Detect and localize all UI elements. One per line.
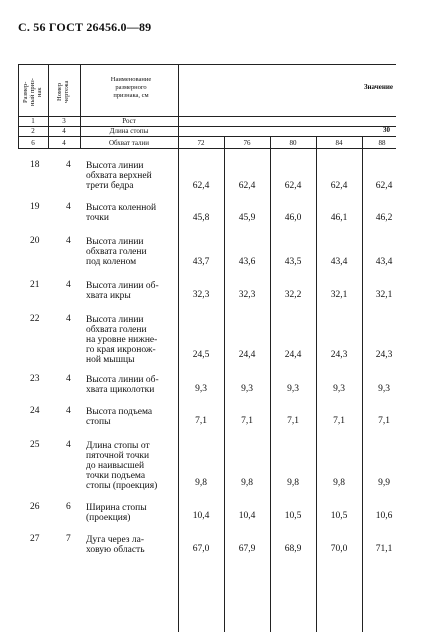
drawing-number: 4 bbox=[66, 314, 71, 324]
row-name: Длина стопы от пяточной точки до наивысшей точки подъема стопы (проекция) bbox=[86, 441, 158, 491]
row-name: Дуга через ла- ховую область bbox=[86, 535, 145, 555]
row-value: 7,1 bbox=[287, 416, 299, 426]
subheader-name: Рост bbox=[122, 117, 136, 125]
row-value: 24,4 bbox=[284, 350, 302, 360]
row-number: 22 bbox=[30, 314, 40, 324]
row-value: 32,1 bbox=[330, 290, 348, 300]
row-value: 7,1 bbox=[333, 416, 345, 426]
row-value: 62,4 bbox=[375, 181, 393, 191]
subheader-drawing: 4 bbox=[62, 139, 66, 147]
row-value: 9,8 bbox=[287, 478, 299, 488]
row-value: 43,4 bbox=[375, 257, 393, 267]
row-number: 26 bbox=[30, 502, 40, 512]
header-drawing-column: Номер чертежа bbox=[56, 80, 70, 104]
row-value: 67,0 bbox=[192, 544, 210, 554]
row-number: 18 bbox=[30, 160, 40, 170]
row-number: 20 bbox=[30, 236, 40, 246]
row-value: 43,6 bbox=[238, 257, 256, 267]
row-number: 27 bbox=[30, 534, 40, 544]
row-number: 21 bbox=[30, 280, 40, 290]
row-name: Высота коленной точки bbox=[86, 203, 157, 223]
waist-value: 80 bbox=[289, 139, 297, 147]
row-value: 9,3 bbox=[333, 384, 345, 394]
row-name: Высота линии об- хвата икры bbox=[86, 281, 159, 301]
row-value: 24,3 bbox=[375, 350, 393, 360]
row-value: 46,1 bbox=[330, 213, 348, 223]
row-value: 9,9 bbox=[378, 478, 390, 488]
drawing-number: 7 bbox=[66, 534, 71, 544]
row-value: 9,3 bbox=[287, 384, 299, 394]
row-value: 43,4 bbox=[330, 257, 348, 267]
row-name: Высота линии обхвата голени на уровне нижне- го края икронож- ной мышцы bbox=[86, 315, 158, 365]
row-value: 68,9 bbox=[284, 544, 302, 554]
foot-length-value: 30 bbox=[383, 126, 390, 134]
subheader-num: 1 bbox=[31, 117, 35, 125]
row-value: 24,5 bbox=[192, 350, 210, 360]
waist-value: 84 bbox=[335, 139, 343, 147]
row-name: Ширина стопы (проекция) bbox=[86, 503, 147, 523]
row-value: 32,3 bbox=[238, 290, 256, 300]
row-value: 32,2 bbox=[284, 290, 302, 300]
row-name: Высота линии обхвата голени под коленом bbox=[86, 237, 147, 267]
row-value: 46,2 bbox=[375, 213, 393, 223]
row-value: 70,0 bbox=[330, 544, 348, 554]
waist-value: 76 bbox=[243, 139, 251, 147]
row-value: 62,4 bbox=[192, 181, 210, 191]
drawing-number: 4 bbox=[66, 374, 71, 384]
row-value: 10,4 bbox=[238, 511, 256, 521]
row-value: 43,5 bbox=[284, 257, 302, 267]
row-value: 10,6 bbox=[375, 511, 393, 521]
row-name: Высота подъема стопы bbox=[86, 407, 153, 427]
subheader-num: 6 bbox=[31, 139, 35, 147]
row-value: 10,5 bbox=[330, 511, 348, 521]
subheader-name: Длина стопы bbox=[109, 127, 149, 135]
header-size-column: Размер- ный приз- нак bbox=[22, 78, 43, 106]
row-value: 32,3 bbox=[192, 290, 210, 300]
drawing-number: 4 bbox=[66, 406, 71, 416]
subheader-name: Обхват талии bbox=[108, 139, 150, 147]
row-value: 7,1 bbox=[195, 416, 207, 426]
row-value: 9,3 bbox=[195, 384, 207, 394]
row-value: 62,4 bbox=[238, 181, 256, 191]
drawing-number: 4 bbox=[66, 202, 71, 212]
row-value: 9,8 bbox=[241, 478, 253, 488]
row-value: 46,0 bbox=[284, 213, 302, 223]
drawing-number: 4 bbox=[66, 440, 71, 450]
row-value: 10,4 bbox=[192, 511, 210, 521]
row-number: 19 bbox=[30, 202, 40, 212]
row-name: Высота линии об- хвата щиколотки bbox=[86, 375, 159, 395]
page-header: С. 56 ГОСТ 26456.0—89 bbox=[18, 20, 152, 34]
row-value: 45,9 bbox=[238, 213, 256, 223]
row-value: 9,3 bbox=[241, 384, 253, 394]
row-value: 9,8 bbox=[195, 478, 207, 488]
row-number: 24 bbox=[30, 406, 40, 416]
drawing-number: 4 bbox=[66, 280, 71, 290]
row-value: 62,4 bbox=[330, 181, 348, 191]
row-value: 43,7 bbox=[192, 257, 210, 267]
row-name: Высота линии обхвата верхней трети бедра bbox=[86, 161, 152, 191]
row-value: 9,8 bbox=[333, 478, 345, 488]
drawing-number: 4 bbox=[66, 160, 71, 170]
row-value: 7,1 bbox=[378, 416, 390, 426]
drawing-number: 4 bbox=[66, 236, 71, 246]
row-value: 32,1 bbox=[375, 290, 393, 300]
subheader-drawing: 4 bbox=[62, 127, 66, 135]
row-value: 67,9 bbox=[238, 544, 256, 554]
row-value: 62,4 bbox=[284, 181, 302, 191]
row-value: 24,4 bbox=[238, 350, 256, 360]
row-value: 24,3 bbox=[330, 350, 348, 360]
waist-value: 72 bbox=[197, 139, 205, 147]
waist-value: 88 bbox=[378, 139, 386, 147]
subheader-num: 2 bbox=[31, 127, 35, 135]
row-value: 9,3 bbox=[378, 384, 390, 394]
row-value: 71,1 bbox=[375, 544, 393, 554]
row-value: 10,5 bbox=[284, 511, 302, 521]
subheader-drawing: 3 bbox=[62, 117, 66, 125]
drawing-number: 6 bbox=[66, 502, 71, 512]
row-value: 45,8 bbox=[192, 213, 210, 223]
header-value-column: Значение bbox=[363, 83, 393, 91]
row-value: 7,1 bbox=[241, 416, 253, 426]
row-number: 23 bbox=[30, 374, 40, 384]
header-name-column: Наименование размерного признака, см bbox=[110, 76, 152, 99]
row-number: 25 bbox=[30, 440, 40, 450]
